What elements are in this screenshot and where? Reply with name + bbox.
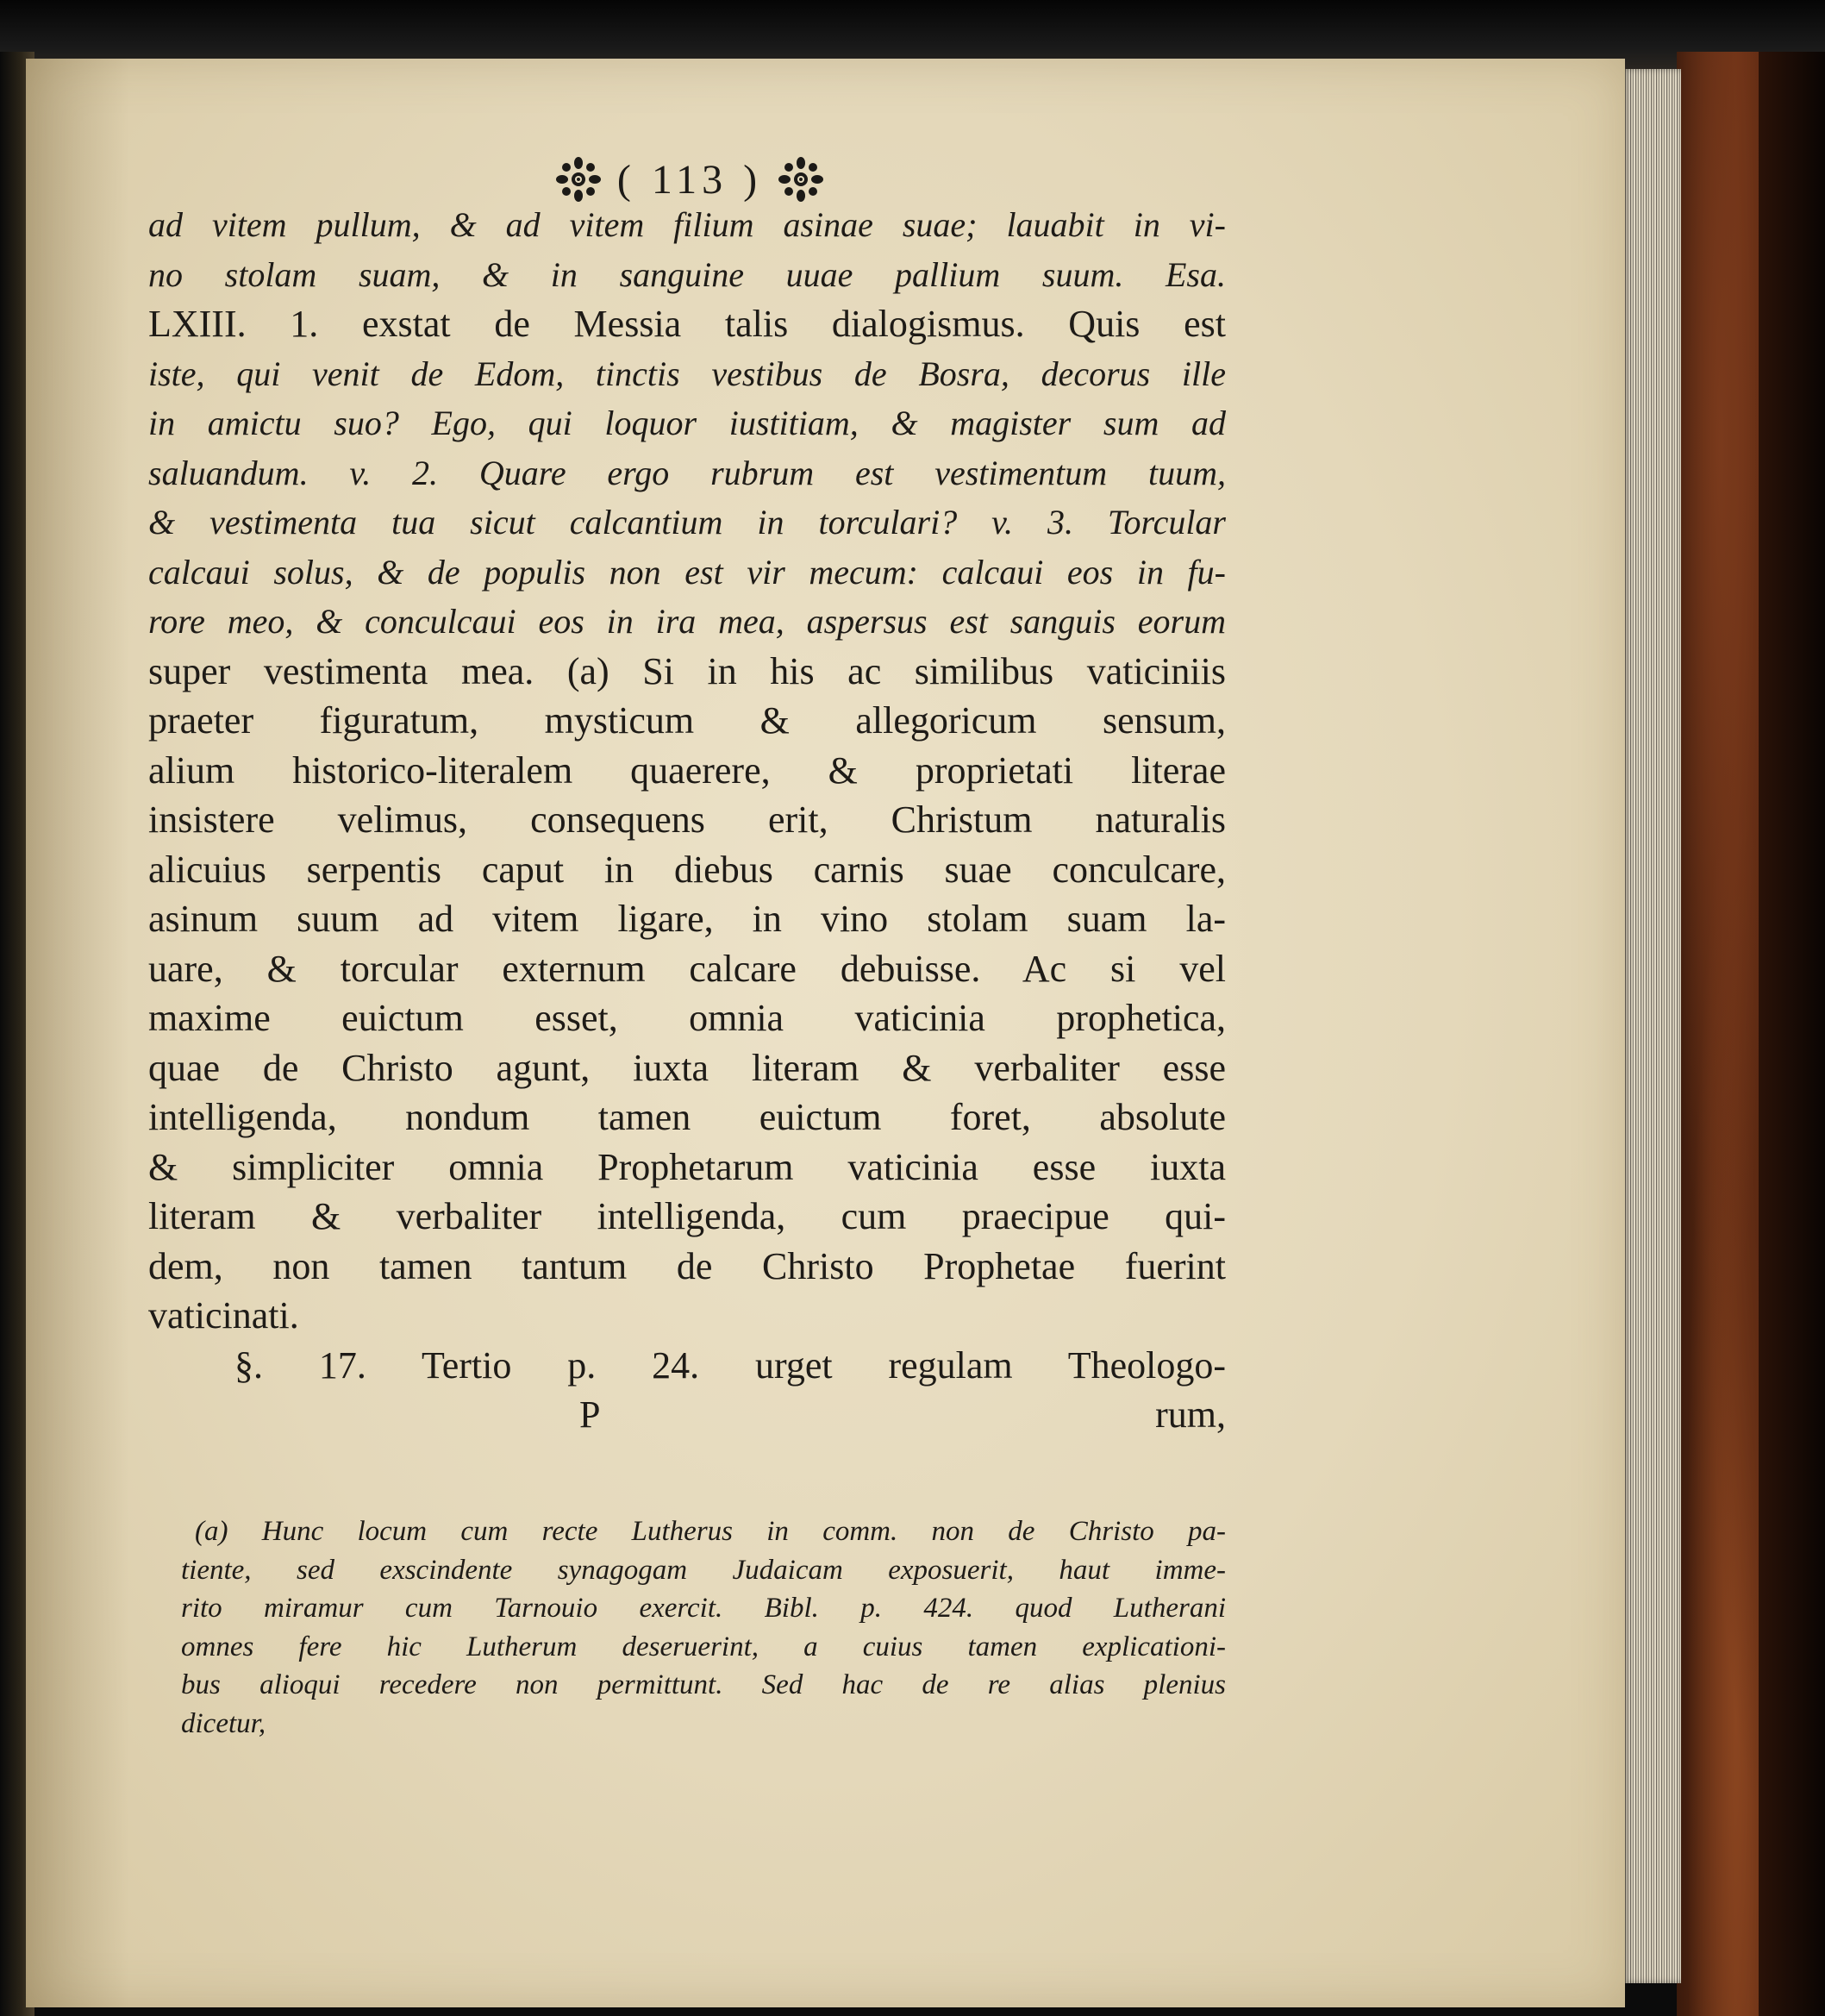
- footnote-line: dicetur,: [181, 1707, 266, 1739]
- text-line: iste, qui venit de Edom, tinctis vestibus de Bosra, decorus ille: [148, 354, 1226, 393]
- signature-catchword-line: [148, 1390, 1226, 1440]
- text-line: dem, non tamen tantum de Christo Prophetae fuerint: [148, 1244, 1226, 1287]
- rosette-ornament-icon: [778, 156, 824, 203]
- text-line: asinum suum ad vitem ligare, in vino stolam suam la-: [148, 898, 1226, 940]
- text-line: & vestimenta tua sicut calcantium in torculari? v. 3. Torcular: [148, 503, 1226, 542]
- text-line: LXIII. 1. exstat de Messia talis dialogismus. Quis est: [148, 303, 1226, 345]
- signature-mark: P: [579, 1393, 601, 1436]
- footnote-line: omnes fere hic Lutherum deseruerint, a cuius tamen explicationi-: [181, 1631, 1226, 1662]
- footnote-line: bus alioqui recedere non permittunt. Sed hac de re alias plenius: [181, 1669, 1226, 1700]
- text-line: & simpliciter omnia Prophetarum vaticinia esse iuxta: [148, 1145, 1226, 1188]
- page-number: ( 113 ): [616, 156, 763, 203]
- main-text-block: [148, 200, 1226, 1440]
- footnote-line: tiente, sed exscindente synagogam Judaicam exposuerit, haut imme-: [181, 1554, 1226, 1586]
- text-line: maxime euictum esset, omnia vaticinia prophetica,: [148, 997, 1226, 1039]
- text-line: quae de Christo agunt, iuxta literam & verbaliter esse: [148, 1046, 1226, 1089]
- text-line: uare, & torcular externum calcare debuisse. Ac si vel: [148, 947, 1226, 990]
- text-line: saluandum. v. 2. Quare ergo rubrum est vestimentum tuum,: [148, 453, 1226, 492]
- text-line: rore meo, & conculcaui eos in ira mea, aspersus est sanguis eorum: [148, 602, 1226, 641]
- text-line: no stolam suam, & in sanguine uuae pallium suum. Esa.: [148, 254, 1226, 294]
- text-line: alicuius serpentis caput in diebus carnis suae conculcare,: [148, 848, 1226, 891]
- footnote-line: rito miramur cum Tarnouio exercit. Bibl. p. 424. quod Lutherani: [181, 1593, 1226, 1624]
- text-line: praeter figuratum, mysticum & allegoricum sensum,: [148, 699, 1226, 742]
- catchword: rum,: [1155, 1393, 1226, 1436]
- text-line: insistere velimus, consequens erit, Christum naturalis: [148, 798, 1226, 841]
- fore-edge-pages: [1621, 69, 1681, 1983]
- text-line: intelligenda, nondum tamen euictum foret, absolute: [148, 1096, 1226, 1138]
- text-line: in amictu suo? Ego, qui loquor iustitiam, & magister sum ad: [148, 404, 1226, 442]
- footnote-line: (a) Hunc locum cum recte Lutherus in comm. non de Christo pa-: [195, 1516, 1226, 1547]
- text-line: literam & verbaliter intelligenda, cum praecipue qui-: [148, 1195, 1226, 1237]
- cover-shadow: [1759, 52, 1825, 2016]
- text-line: vaticinati.: [148, 1294, 299, 1337]
- section-heading-line: §. 17. Tertio p. 24. urget regulam Theologo-: [234, 1343, 1226, 1387]
- text-line: super vestimenta mea. (a) Si in his ac similibus vaticiniis: [148, 649, 1226, 692]
- text-line: calcaui solus, & de populis non est vir mecum: calcaui eos in fu-: [148, 552, 1226, 592]
- text-line: alium historico-literalem quaerere, & proprietati literae: [148, 748, 1226, 792]
- text-line: ad vitem pullum, & ad vitem filium asinae suae; lauabit in vi-: [148, 205, 1226, 244]
- footnote-block: [181, 1512, 1226, 1743]
- rosette-ornament-icon: [555, 156, 602, 203]
